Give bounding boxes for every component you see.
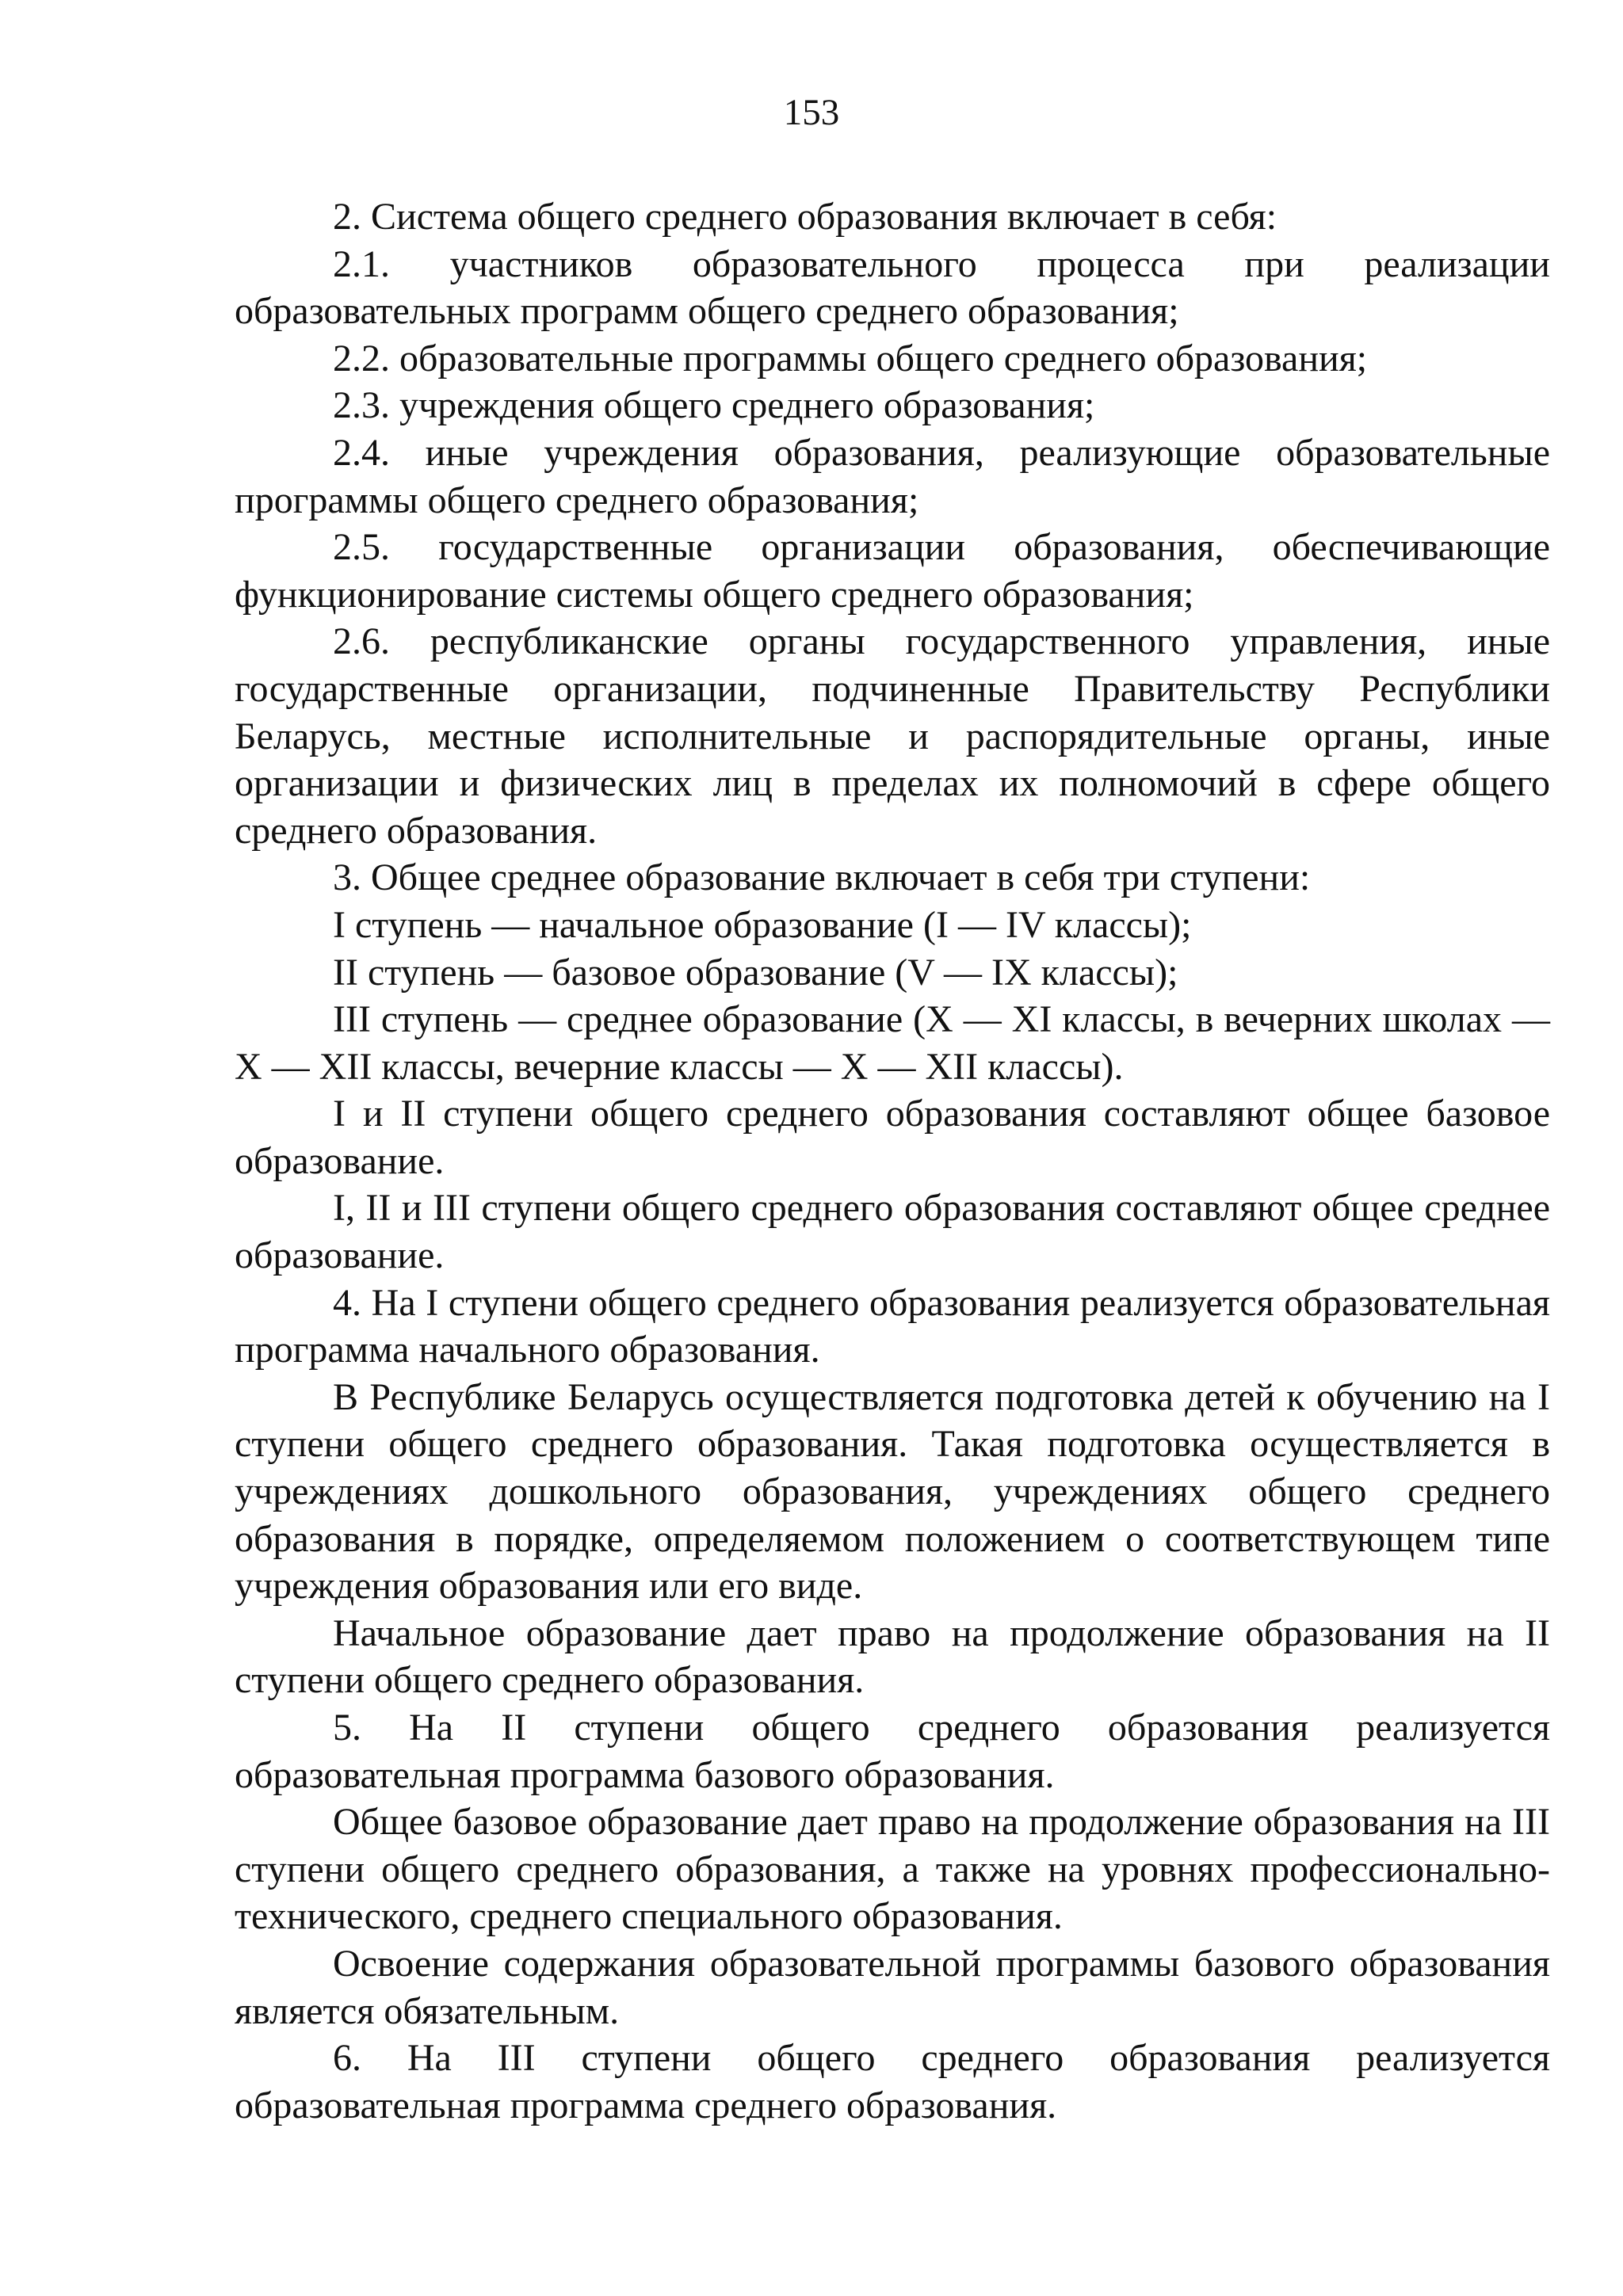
paragraph: 2.5. государственные организации образования, обеспечивающие функционирование системы общего среднего образования;	[235, 526, 1550, 616]
paragraph: I, II и III ступени общего среднего образования составляют общее среднее образование.	[235, 1187, 1550, 1277]
paragraph: I и II ступени общего среднего образования составляют общее базовое образование.	[235, 1093, 1550, 1182]
paragraph: 2. Система общего среднего образования включает в себя:	[333, 196, 1277, 238]
paragraph: 5. На II ступени общего среднего образования реализуется образовательная программа базового образования.	[235, 1707, 1550, 1796]
paragraph: I ступень — начальное образование (I — IV классы);	[333, 903, 1192, 946]
paragraph: 2.3. учреждения общего среднего образования;	[333, 384, 1095, 427]
paragraph: 3. Общее среднее образование включает в себя три ступени:	[333, 856, 1311, 899]
page-number: 153	[783, 92, 840, 133]
paragraph: 2.4. иные учреждения образования, реализующие образовательные программы общего среднего образования;	[235, 431, 1550, 521]
paragraph: 6. На III ступени общего среднего образования реализуется образовательная программа среднего образования.	[235, 2037, 1550, 2126]
paragraph: Общее базовое образование дает право на продолжение образования на III ступени общего среднего образования, а также на уровнях профессионально-технического, среднего специального образования.	[235, 1801, 1550, 1938]
paragraph: III ступень — среднее образование (X — XI классы, в вечерних школах — X — XII классы, вечерние классы — X — XII классы).	[235, 998, 1550, 1088]
paragraph: В Республике Беларусь осуществляется подготовка детей к обучению на I ступени общего среднего образования. Такая подготовка осуществляется в учреждениях дошкольного образования, учреждениях общего среднего образования в порядке, определяемом положением о соответствующем типе учреждения образования или его виде.	[235, 1375, 1550, 1608]
paragraph: Освоение содержания образовательной программы базового образования является обязательным.	[235, 1942, 1550, 2032]
paragraph: Начальное образование дает право на продолжение образования на II ступени общего среднего образования.	[235, 1611, 1550, 1702]
paragraph: 4. На I ступени общего среднего образования реализуется образовательная программа начального образования.	[235, 1281, 1550, 1371]
document-body	[235, 193, 1550, 2129]
paragraph: 2.6. республиканские органы государственного управления, иные государственные организации, подчиненные Правительству Республики Беларусь, местные исполнительные и распорядительные органы, иные организации и физических лиц в пределах их полномочий в сфере общего среднего образования.	[235, 620, 1550, 852]
paragraph: 2.2. образовательные программы общего среднего образования;	[333, 337, 1368, 379]
paragraph: II ступень — базовое образование (V — IX классы);	[333, 951, 1178, 994]
paragraph: 2.1. участников образовательного процесса при реализации образовательных программ общего среднего образования;	[235, 242, 1550, 333]
